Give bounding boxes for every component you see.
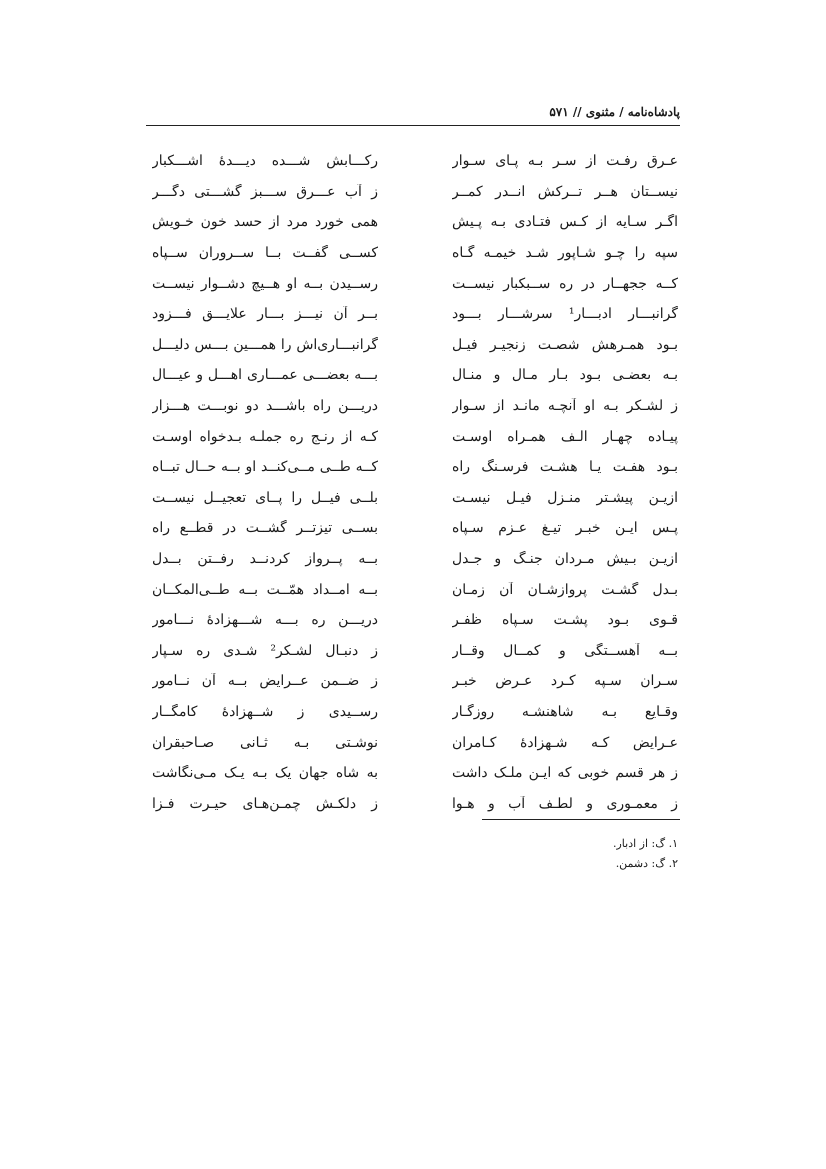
hemistich-second: کســی گفــت بــا ســروران ســپاه [152, 245, 378, 262]
hemistich-first: پـس ایـن خبـر تیـغ عـزم سـپاه [452, 520, 678, 537]
hemistich-second: گرانبـــاری‌اش را همـــین بـــس دلیـــل [152, 336, 378, 353]
couplet [152, 146, 678, 177]
couplet [152, 268, 678, 299]
hemistich-first: پیـاده چهـار الـف همـراه اوسـت [452, 428, 678, 445]
hemistich-second: بســی تیزتــر گشــت در قطــع راه [152, 520, 378, 537]
hemistich-first: کــه ججهــار در ره ســبکبار نیســت [452, 275, 678, 292]
couplet [152, 544, 678, 575]
hemistich-first: ز معمـوری و لطـف آب و هـوا [452, 795, 678, 812]
hemistich-first: اگـر سـایه از کـس فتـادی بـه پـیش [452, 214, 678, 231]
hemistich-first: بـه بعضـی بـود بـار مـال و منـال [452, 367, 678, 384]
running-title: پادشاه‌نامه / مثنوی // ۵۷۱ [549, 105, 680, 119]
hemistich-first: ازیـن پیشـتر منـزل فیـل نیسـت [452, 489, 678, 506]
hemistich-second: بــر آن نیـــز بـــار علایـــق فـــزود [152, 306, 378, 323]
hemistich-second: به شاه جهان یک بـه یـک مـی‌نگاشت [152, 765, 378, 782]
couplet [152, 483, 678, 514]
hemistich-first: سپه را چـو شـاپور شـد خیمـه گـاه [452, 245, 678, 262]
hemistich-second: دریـــن راه باشـــد دو نوبـــت هـــزار [152, 398, 378, 415]
couplet [152, 421, 678, 452]
footnote: ۱. گ: از ادبار. [612, 837, 678, 850]
couplet [152, 788, 678, 819]
footnotes [440, 834, 678, 874]
couplet [152, 207, 678, 238]
hemistich-first: ز لشـکر بـه او آنچـه مانـد از سـوار [452, 398, 678, 415]
couplet [152, 391, 678, 422]
couplet [152, 513, 678, 544]
hemistich-second: کـه از رنـج ره جملـه بـدخواه اوسـت [152, 428, 378, 445]
couplet [152, 360, 678, 391]
hemistich-second: دریـــن ره بـــه شـــهزادهٔ نـــامور [152, 612, 378, 629]
hemistich-second: ز آب عـــرق ســـبز گشـــتی دگـــر [152, 183, 378, 200]
couplet [152, 666, 678, 697]
couplet [152, 452, 678, 483]
hemistich-second: بـــه بعضـــی عمـــاری اهـــل و عیـــال [152, 367, 378, 384]
hemistich-second: رســیدی ز شــهزادهٔ کامگــار [152, 703, 378, 720]
hemistich-second: ز ضــمن عــرایض بــه آن نــامور [152, 673, 378, 690]
footnote-divider [482, 819, 680, 820]
page-header [146, 100, 680, 124]
hemistich-second: ز دلکـش چمـن‌هـای حیـرت فـزا [152, 795, 378, 812]
header-divider [146, 125, 680, 126]
hemistich-second: بلــی فیــل را پــای تعجیــل نیســت [152, 489, 378, 506]
couplet [152, 636, 678, 667]
hemistich-first: ازیـن بـیش مـردان جنـگ و جـدل [452, 551, 678, 568]
hemistich-first: بـود همـرهش شصـت زنجیـر فیـل [452, 336, 678, 353]
hemistich-first: بــه آهســتگی و کمــال وقــار [452, 642, 678, 659]
hemistich-first: ز هر قسم خوبی که ایـن ملـک داشت [452, 765, 678, 782]
couplet [152, 727, 678, 758]
hemistich-first: وقـایع بـه شاهنشـه روزگـار [452, 703, 678, 720]
hemistich-first: قـوی بـود پشـت سـپاه ظفـر [452, 612, 678, 629]
hemistich-second: نوشـتی بـه ثـانی صـاحبقران [152, 734, 378, 751]
hemistich-second: بــه امــداد همّــت بــه طــی‌المکــان [152, 581, 378, 598]
hemistich-first: گرانبـــار ادبـــار¹ سرشـــار بـــود [452, 306, 678, 323]
hemistich-second: بــه پــرواز کردنــد رفــتن بــدل [152, 551, 378, 568]
hemistich-first: نیســتان هــر تــرکش انــدر کمــر [452, 183, 678, 200]
hemistich-second: رکـــابش شـــده دیـــدهٔ اشـــکبار [152, 153, 378, 170]
footnote: ۲. گ: دشمن. [615, 857, 678, 870]
couplet [152, 574, 678, 605]
couplet [152, 758, 678, 789]
hemistich-second: ز دنبـال لشـکر² شـدی ره سـپار [152, 642, 378, 659]
couplet [152, 697, 678, 728]
poem-body [152, 146, 678, 819]
hemistich-first: عـرق رفـت از سـر بـه پـای سـوار [452, 153, 678, 170]
hemistich-second: کــه طــی مــی‌کنــد او بــه حــال تبــاه [152, 459, 378, 476]
couplet [152, 177, 678, 208]
couplet [152, 330, 678, 361]
couplet [152, 238, 678, 269]
hemistich-second: رســیدن بــه او هــیچ دشــوار نیســت [152, 275, 378, 292]
couplet [152, 605, 678, 636]
couplet [152, 299, 678, 330]
hemistich-first: عـرایض کـه شـهزادهٔ کـامران [452, 734, 678, 751]
hemistich-second: همی خورد مرد از حسد خون خـویش [152, 214, 378, 231]
hemistich-first: بـود هفـت یـا هشـت فرسـنگ راه [452, 459, 678, 476]
hemistich-first: بـدل گشـت پروازشـان آن زمـان [452, 581, 678, 598]
hemistich-first: سـران سـپه کـرد عـرض خبـر [452, 673, 678, 690]
